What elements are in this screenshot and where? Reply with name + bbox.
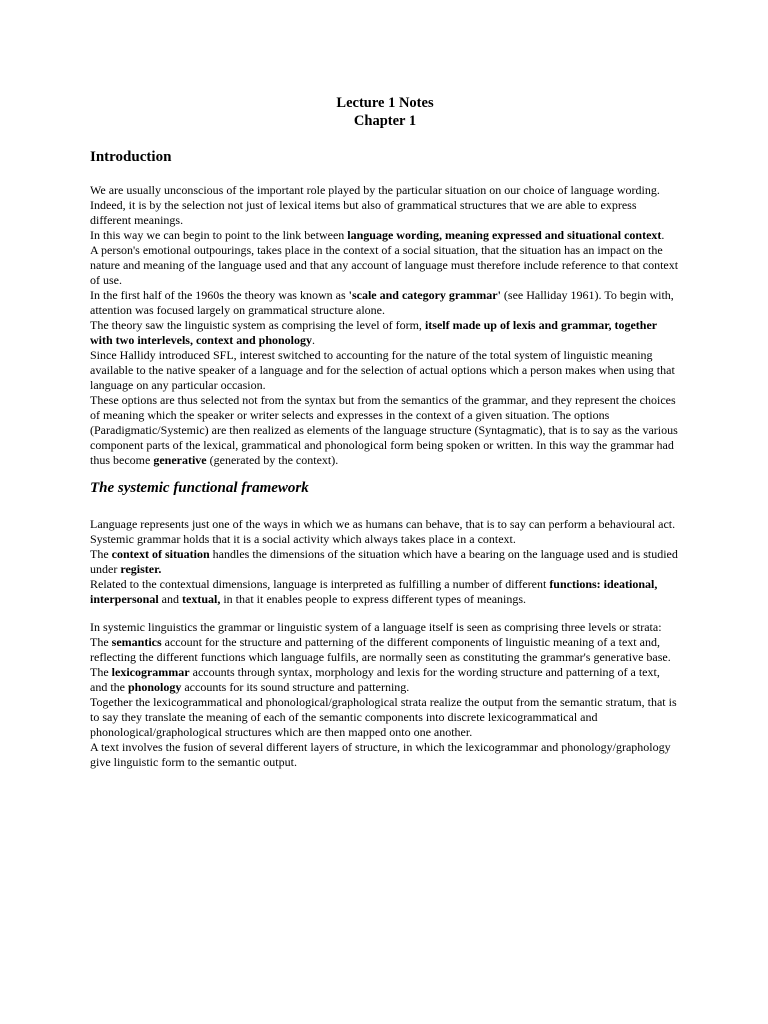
paragraph: The lexicogrammar accounts through syntax, morphology and lexis for the wording structure and patterning of a text, and the phonology accounts for its sound structure and patterning. xyxy=(90,665,660,694)
document-page xyxy=(90,94,680,770)
paragraph: In this way we can begin to point to the link between language wording, meaning expressed and situational context. xyxy=(90,228,665,242)
paragraph: In the first half of the 1960s the theory was known as 'scale and category grammar' (see Halliday 1961). To begin with, attention was focused largely on grammatical structure alone. xyxy=(90,288,674,317)
bold-text: itself made up of lexis and grammar, together with two interlevels, context and phonology xyxy=(90,318,657,347)
paragraph: These options are thus selected not from the syntax but from the semantics of the grammar, and they represent the choices of meaning which the speaker or writer selects and expresses in the context of a given situation. The options (Paradigmatic/Systemic) are then realized as elements of the language structure (Syntagmatic), that is to say as the various component parts of the lexical, grammatical and phonological form being spoken or written. In this way the grammar had thus become generative (generated by the context). xyxy=(90,393,678,467)
paragraph: The theory saw the linguistic system as comprising the level of form, itself made up of lexis and grammar, together with two interlevels, context and phonology. xyxy=(90,318,657,347)
bold-text: lexicogrammar xyxy=(111,665,190,679)
paragraph: Since Hallidy introduced SFL, interest switched to accounting for the nature of the total system of linguistic meaning available to the native speaker of a language and for the selection of actual options which a person makes when using that language on any particular occasion. xyxy=(90,348,675,392)
bold-text: functions: ideational, interpersonal xyxy=(90,577,658,606)
title-block xyxy=(90,94,680,130)
paragraph: In systemic linguistics the grammar or linguistic system of a language itself is seen as comprising three levels or strata: xyxy=(90,620,662,634)
paragraph: Language represents just one of the ways in which we as humans can behave, that is to say can perform a behavioural act. xyxy=(90,517,676,531)
bold-text: phonology xyxy=(128,680,182,694)
document-subtitle: Chapter 1 xyxy=(353,113,417,129)
paragraph: A text involves the fusion of several different layers of structure, in which the lexicogrammar and phonology/graphology give linguistic form to the semantic output. xyxy=(90,740,671,769)
paragraph: Indeed, it is by the selection not just of lexical items but also of grammatical structures that we are able to express different meanings. xyxy=(90,198,637,227)
section-heading-systemic-functional-framework: The systemic functional framework xyxy=(90,480,309,496)
bold-text: context of situation xyxy=(111,547,210,561)
paragraph: The context of situation handles the dimensions of the situation which have a bearing on the language used and is studied under register. xyxy=(90,547,678,576)
bold-text: semantics xyxy=(111,635,162,649)
bold-text: textual, xyxy=(182,592,221,606)
paragraph: The semantics account for the structure and patterning of the different components of linguistic meaning of a text and, reflecting the different functions which language fulfils, are normally seen as constituting the grammar's generative base. xyxy=(90,635,671,664)
bold-text: language wording, meaning expressed and situational context xyxy=(347,228,662,242)
paragraph: Systemic grammar holds that it is a social activity which always takes place in a context. xyxy=(90,532,516,546)
bold-text: register. xyxy=(120,562,162,576)
paragraph: Related to the contextual dimensions, language is interpreted as fulfilling a number of different functions: ideational, interpersonal and textual, in that it enables people to express different types of meanings. xyxy=(90,577,658,606)
introduction-body xyxy=(90,183,680,468)
paragraph: We are usually unconscious of the important role played by the particular situation on our choice of language wording. xyxy=(90,183,660,197)
document-title: Lecture 1 Notes xyxy=(336,95,434,111)
bold-text: generative xyxy=(153,453,207,467)
framework-body-2 xyxy=(90,620,680,770)
paragraph: Together the lexicogrammatical and phonological/graphological strata realize the output from the semantic stratum, that is to say they translate the meaning of each of the semantic components into discrete lexicogrammatical and phonological/graphological structures which are then mapped onto one another. xyxy=(90,695,677,739)
bold-text: 'scale and category grammar' xyxy=(348,288,501,302)
framework-body-1 xyxy=(90,517,680,607)
section-heading-introduction: Introduction xyxy=(90,149,172,165)
paragraph: A person's emotional outpourings, takes place in the context of a social situation, that the situation has an impact on the nature and meaning of the language used and that any account of language must therefore include reference to that context of use. xyxy=(90,243,679,287)
